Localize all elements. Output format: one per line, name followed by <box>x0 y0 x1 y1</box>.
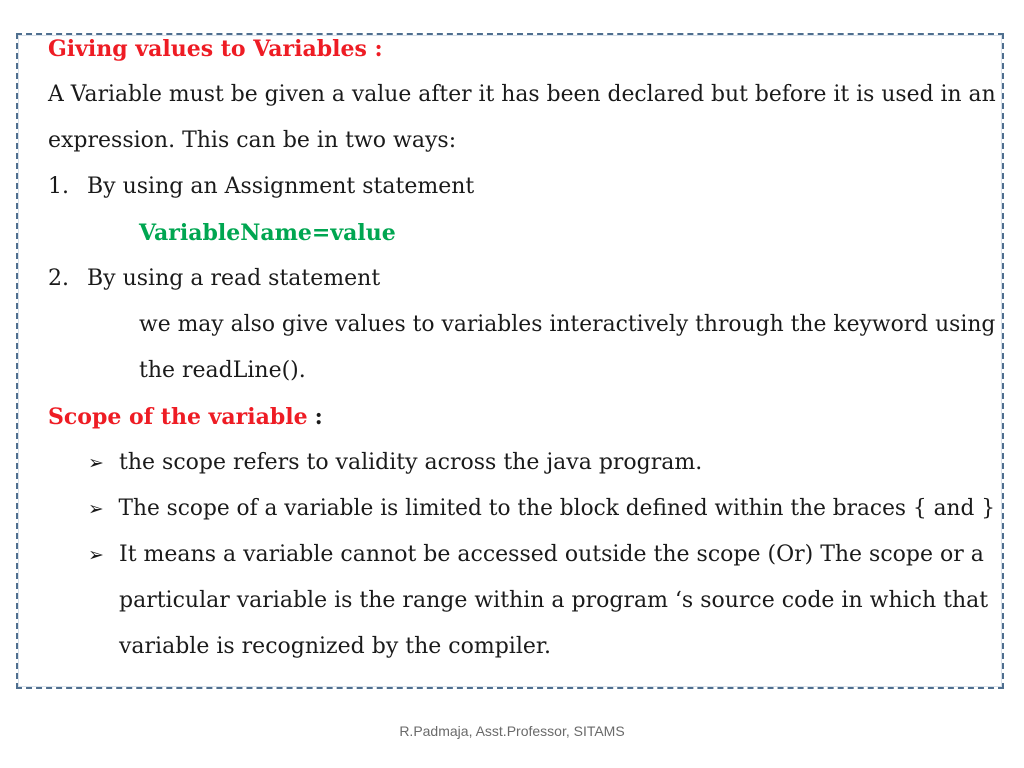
intro-line-2: expression. This can be in two ways: <box>48 128 457 153</box>
way-item-1 <box>48 173 474 201</box>
scope-heading-label: Scope of the variable <box>48 404 308 430</box>
heading-giving-values: Giving values to Variables : <box>48 36 383 62</box>
bullet-3-continuation-2: variable is recognized by the compiler. <box>119 634 551 659</box>
bullet-item-2 <box>88 495 995 523</box>
intro-line-1: A Variable must be given a value after it has been declared but before it is used in an <box>48 82 996 107</box>
scope-heading-colon: : <box>314 404 323 430</box>
arrow-bullet-icon: ➢ <box>88 498 104 520</box>
way-text: By using an Assignment statement <box>87 174 475 199</box>
bullet-3-continuation-1: particular variable is the range within a program ‘s source code in which that <box>119 588 989 613</box>
arrow-bullet-icon: ➢ <box>88 452 104 474</box>
arrow-bullet-icon: ➢ <box>88 544 104 566</box>
way-text: By using a read statement <box>87 266 381 291</box>
bullet-item-1 <box>88 449 702 477</box>
read-desc-line-1: we may also give values to variables interactively through the keyword using <box>139 312 996 337</box>
way-number: 2. <box>48 266 69 291</box>
footer-credit: R.Padmaja, Asst.Professor, SITAMS <box>399 723 625 739</box>
read-desc-line-2: the readLine(). <box>139 358 306 383</box>
way-number: 1. <box>48 174 69 199</box>
bullet-item-3 <box>88 541 984 569</box>
assignment-syntax: VariableName=value <box>139 220 396 246</box>
bullet-text: It means a variable cannot be accessed outside the scope (Or) The scope or a <box>119 542 984 567</box>
way-item-2 <box>48 265 380 293</box>
heading-scope <box>48 403 323 432</box>
bullet-text: The scope of a variable is limited to the block defined within the braces { and } <box>118 496 996 521</box>
bullet-text: the scope refers to validity across the java program. <box>119 450 703 475</box>
